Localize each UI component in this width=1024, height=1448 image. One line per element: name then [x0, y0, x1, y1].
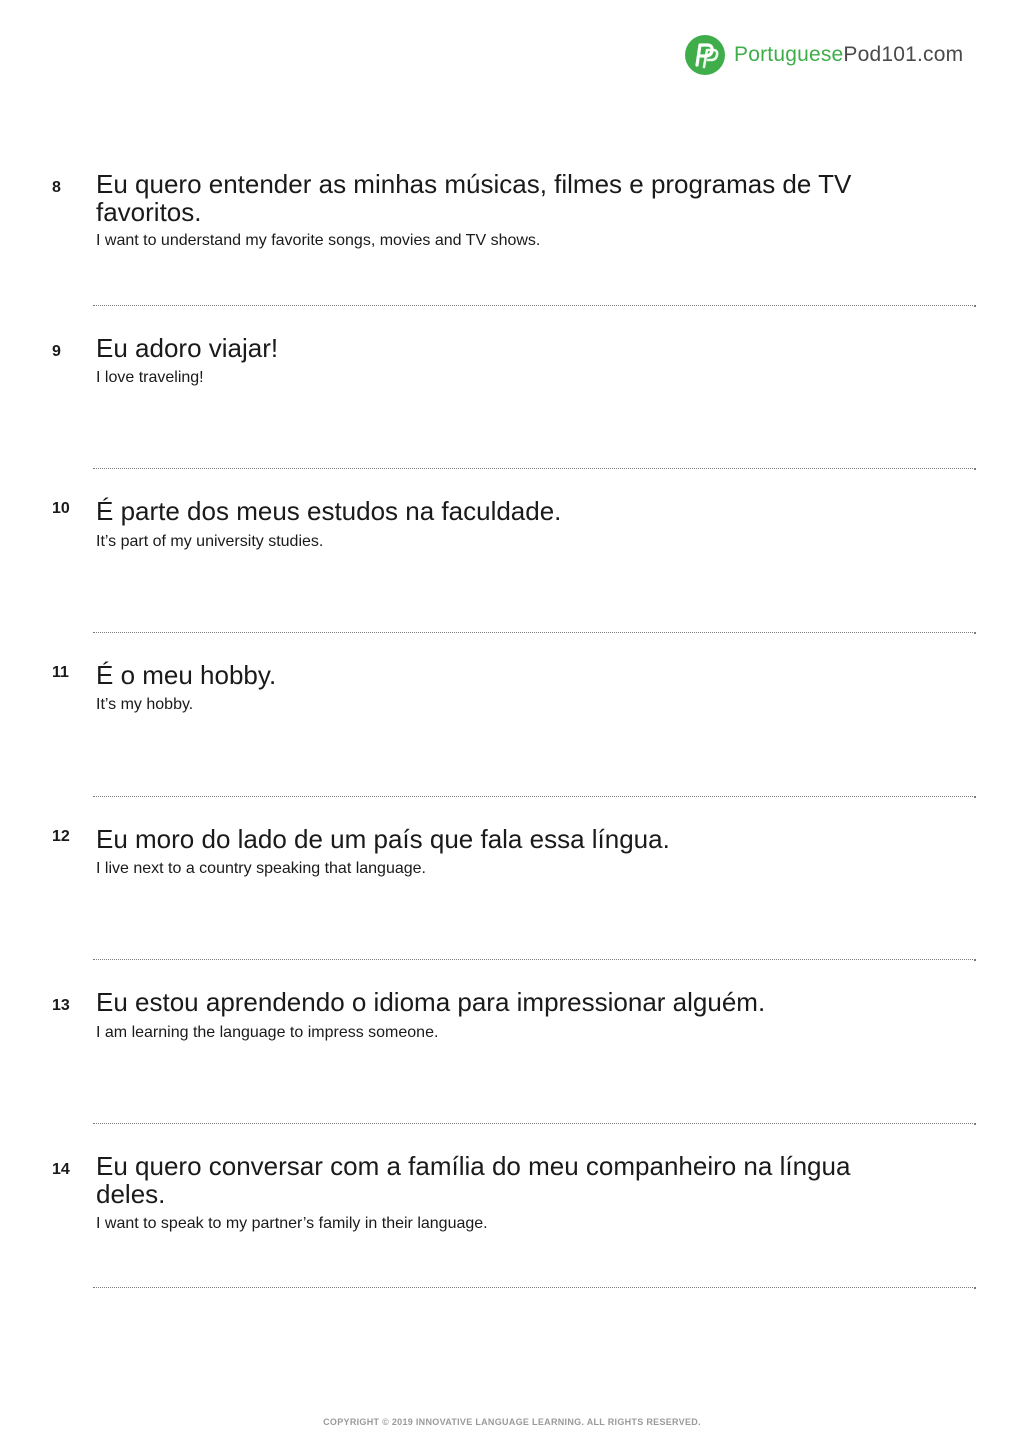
english-translation: I want to understand my favorite songs, movies and TV shows.	[96, 232, 541, 249]
portuguese-phrase: Eu adoro viajar!	[96, 333, 279, 363]
portuguese-phrase: Eu quero conversar com a família do meu companheiro na língua deles.	[96, 1151, 851, 1209]
english-translation: It’s part of my university studies.	[96, 533, 324, 550]
answer-line	[93, 959, 973, 960]
answer-line	[93, 1123, 973, 1124]
answer-line-end	[974, 305, 976, 307]
copyright-notice: COPYRIGHT © 2019 INNOVATIVE LANGUAGE LEARNING. ALL RIGHTS RESERVED.	[323, 1417, 701, 1427]
english-translation: I want to speak to my partner’s family in their language.	[96, 1215, 488, 1232]
portuguese-phrase: É parte dos meus estudos na faculdade.	[96, 496, 562, 526]
item-number: 14	[52, 1161, 70, 1178]
english-translation: I am learning the language to impress someone.	[96, 1024, 439, 1041]
answer-line	[93, 468, 973, 469]
english-translation: I live next to a country speaking that language.	[96, 860, 426, 877]
brand-logo	[684, 34, 963, 76]
portuguesepod101-logo-icon	[684, 34, 726, 76]
answer-line-end	[974, 1123, 976, 1125]
brand-name	[734, 43, 963, 67]
portuguese-phrase: Eu quero entender as minhas músicas, filmes e programas de TV favoritos.	[96, 169, 852, 227]
english-translation: It’s my hobby.	[96, 696, 194, 713]
item-number: 8	[52, 179, 61, 196]
item-number: 11	[52, 664, 69, 681]
item-number: 13	[52, 997, 70, 1014]
answer-line	[93, 1287, 973, 1288]
item-number: 12	[52, 828, 70, 845]
answer-line-end	[974, 632, 976, 634]
answer-line-end	[974, 468, 976, 470]
portuguese-phrase: Eu moro do lado de um país que fala essa língua.	[96, 824, 670, 854]
answer-line-end	[974, 796, 976, 798]
item-number: 10	[52, 500, 70, 517]
answer-line	[93, 796, 973, 797]
answer-line	[93, 632, 973, 633]
portuguese-phrase: Eu estou aprendendo o idioma para impressionar alguém.	[96, 987, 766, 1017]
brand-name-dark: Pod101.com	[843, 43, 964, 66]
answer-line-end	[974, 959, 976, 961]
brand-name-green: Portuguese	[734, 43, 844, 66]
english-translation: I love traveling!	[96, 369, 204, 386]
portuguese-phrase: É o meu hobby.	[96, 660, 277, 690]
answer-line	[93, 305, 973, 306]
answer-line-end	[974, 1287, 976, 1289]
item-number: 9	[52, 343, 61, 360]
